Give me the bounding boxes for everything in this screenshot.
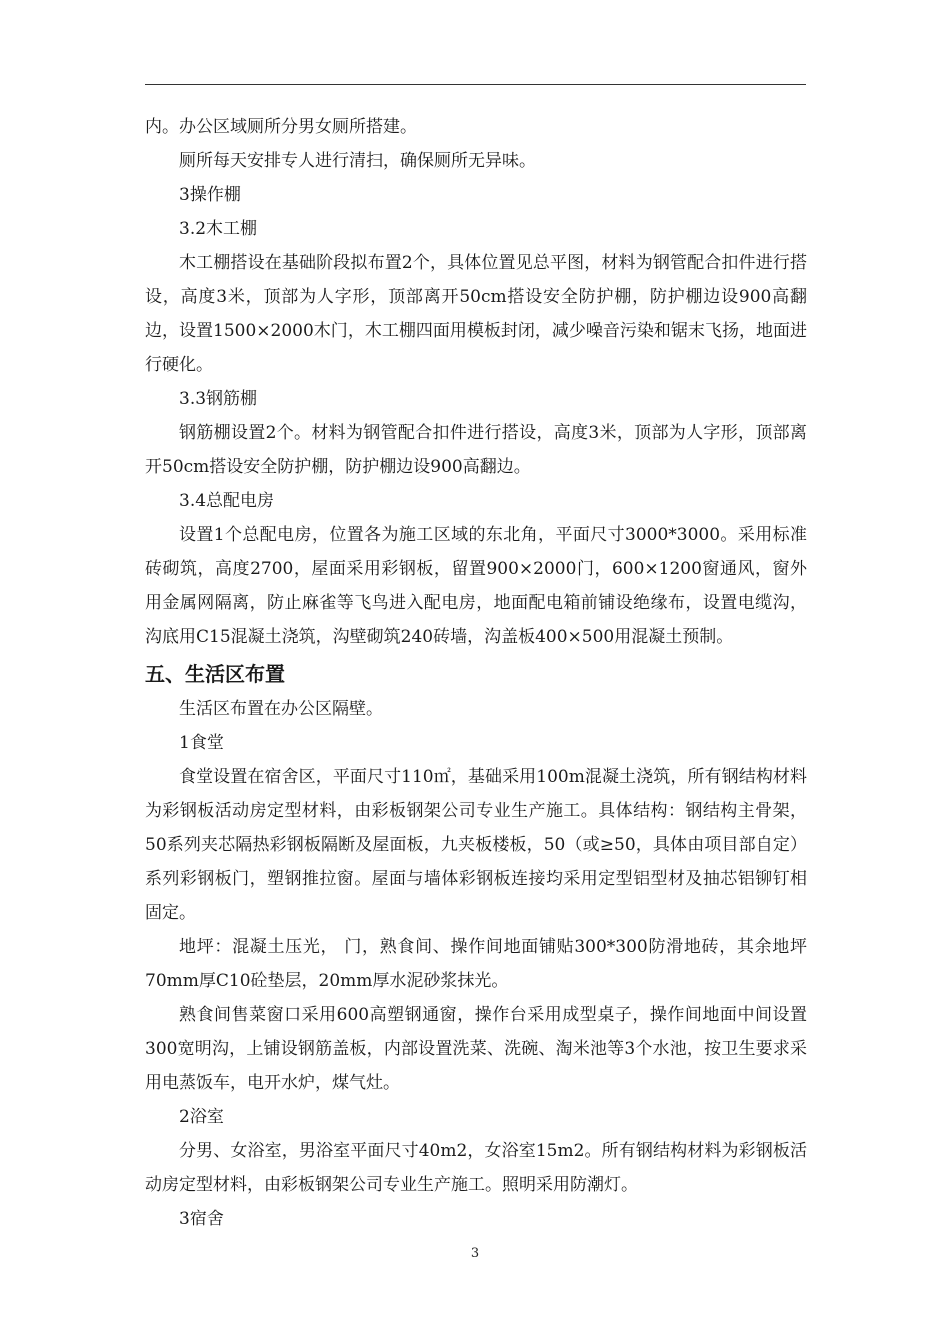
paragraph: 生活区布置在办公区隔壁。 — [179, 699, 383, 719]
subsection-title: 2浴室 — [179, 1107, 224, 1127]
header-rule — [145, 84, 806, 85]
subsection-title: 3.4总配电房 — [179, 491, 275, 511]
paragraph: 木工棚搭设在基础阶段拟布置2个，具体位置见总平图，材料为钢管配合扣件进行搭设，高度3米，顶部为人字形，顶部离开50cm搭设安全防护棚，防护棚边设900高翻边，设置1500×2000木门，木工棚四面用模板封闭，减少噪音污染和锯末飞扬，地面进行硬化。 — [145, 253, 807, 375]
paragraph: 钢筋棚设置2个。材料为钢管配合扣件进行搭设，高度3米，顶部为人字形，顶部离开50cm搭设安全防护棚，防护棚边设900高翻边。 — [145, 423, 807, 477]
paragraph: 分男、女浴室，男浴室平面尺寸40m2，女浴室15m2。所有钢结构材料为彩钢板活动房定型材料，由彩板钢架公司专业生产施工。照明采用防潮灯。 — [145, 1141, 807, 1195]
subsection-title: 3操作棚 — [179, 185, 241, 205]
subsection-title: 1食堂 — [179, 733, 224, 753]
paragraph: 内。办公区域厕所分男女厕所搭建。 — [145, 117, 417, 137]
paragraph: 食堂设置在宿舍区，平面尺寸110㎡，基础采用100m混凝土浇筑，所有钢结构材料为彩钢板活动房定型材料，由彩板钢架公司专业生产施工。具体结构：钢结构主骨架，50系列夹芯隔热彩钢板隔断及屋面板，九夹板楼板，50（或≥50，具体由项目部自定）系列彩钢板门，塑钢推拉窗。屋面与墙体彩钢板连接均采用定型铝型材及抽芯铝铆钉相固定。 — [145, 767, 807, 923]
document-body — [145, 110, 807, 1236]
page-number: 3 — [470, 1246, 480, 1261]
paragraph: 地坪：混凝土压光， 门，熟食间、操作间地面铺贴300*300防滑地砖，其余地坪70mm厚C10砼垫层，20mm厚水泥砂浆抹光。 — [145, 937, 807, 991]
section-heading: 五、生活区布置 — [145, 662, 285, 686]
paragraph: 厕所每天安排专人进行清扫，确保厕所无异味。 — [179, 151, 536, 171]
subsection-title: 3.2木工棚 — [179, 219, 258, 239]
subsection-title: 3.3钢筋棚 — [179, 389, 258, 409]
paragraph: 熟食间售菜窗口采用600高塑钢通窗，操作台采用成型桌子，操作间地面中间设置300宽明沟，上铺设钢筋盖板，内部设置洗菜、洗碗、淘米池等3个水池，按卫生要求采用电蒸饭车，电开水炉，煤气灶。 — [145, 1005, 807, 1093]
subsection-title: 3宿舍 — [179, 1209, 224, 1229]
paragraph: 设置1个总配电房，位置各为施工区域的东北角，平面尺寸3000*3000。采用标准砖砌筑，高度2700，屋面采用彩钢板，留置900×2000门，600×1200窗通风，窗外用金属网隔离，防止麻雀等飞鸟进入配电房，地面配电箱前铺设绝缘布，设置电缆沟，沟底用C15混凝土浇筑，沟壁砌筑240砖墙，沟盖板400×500用混凝土预制。 — [145, 525, 807, 647]
